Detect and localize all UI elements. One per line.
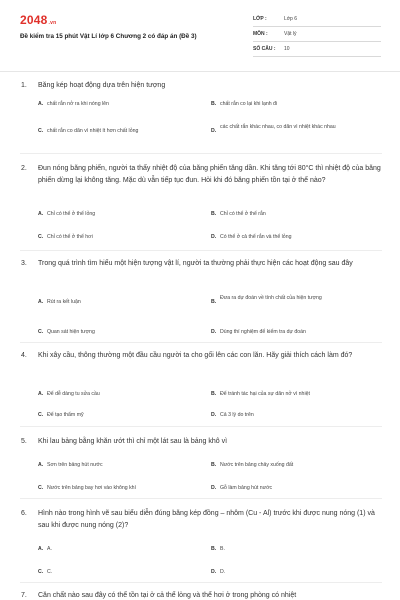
logo-text: 2048: [20, 13, 48, 27]
question-number: 5.: [21, 438, 27, 445]
option-letter: D.: [211, 569, 217, 575]
meta-label: SỐ CÂU :: [253, 46, 276, 52]
option-text: Rút ra kết luận: [47, 299, 81, 305]
question-text: Băng kép hoạt động dựa trên hiện tượng: [38, 82, 166, 89]
option-letter: D.: [211, 485, 217, 491]
option-letter: A.: [38, 546, 44, 552]
option-text: B.: [220, 546, 225, 552]
option-letter: C.: [38, 329, 44, 335]
option-text: Nước trên bảng bay hơi vào không khí: [47, 485, 137, 491]
option-letter: D.: [211, 234, 217, 240]
question-separator: [20, 582, 382, 583]
logo-suffix: .vn: [48, 20, 57, 26]
meta-value: 10: [284, 46, 290, 52]
question-number: 6.: [21, 510, 27, 517]
question-separator: [20, 426, 382, 427]
document-meta: [253, 12, 381, 57]
option-text: chất rắn co lại khi lạnh đi: [220, 101, 278, 107]
option-text: Gỗ làm bảng hút nước: [220, 485, 273, 491]
option-letter: D.: [211, 412, 217, 418]
meta-value: Lớp 6: [284, 16, 298, 22]
question-number: 1.: [21, 82, 27, 89]
option-text: chất rắn co dãn vì nhiệt ít hơn chất lỏng: [47, 128, 139, 134]
option-letter: C.: [38, 485, 44, 491]
option-letter: D.: [211, 329, 217, 335]
site-logo[interactable]: [20, 13, 56, 27]
question-text: Khi lau bảng bằng khăn ướt thì chỉ một lát sau là bảng khô vì: [38, 438, 228, 445]
question-number: 4.: [21, 352, 27, 359]
option-text: Đưa ra dự đoán về tính chất của hiện tượng: [220, 295, 322, 301]
option-letter: C.: [38, 412, 44, 418]
option-letter: A.: [38, 211, 44, 217]
option-letter: A.: [38, 299, 44, 305]
option-text: Chỉ có thể ở thể lỏng: [47, 211, 96, 217]
question-number: 2.: [21, 165, 27, 172]
option-text: Dùng thí nghiệm để kiểm tra dự đoán: [220, 329, 306, 335]
option-text: Để tạo thẩm mỹ: [47, 412, 84, 418]
meta-value: Vật lý: [284, 31, 297, 37]
option-text: Sơn trên bảng hút nước: [47, 462, 103, 468]
option-letter: A.: [38, 462, 44, 468]
meta-row-count: [253, 42, 381, 57]
question-separator: [20, 250, 382, 251]
question-text: Đun nóng băng phiến, người ta thấy nhiệt độ của băng phiến tăng dần. Khi tăng tới 80°C thì nhiệt độ của băng phiến dừng lại không tăng. Mặc dù vẫn tiếp tục đun. Hỏi khi đó băng phiến tồn tại ở thể nào?: [38, 165, 381, 184]
document-header: [0, 0, 400, 70]
question-text: Trong quá trình tìm hiểu một hiện tượng vật lí, người ta thường phải thực hiện các hoạt động sau đây: [38, 260, 353, 267]
meta-row-grade: [253, 12, 381, 27]
meta-label: MÔN :: [253, 31, 268, 37]
option-letter: C.: [38, 234, 44, 240]
question-text: Hình nào trong hình vẽ sau biểu diễn đúng băng kép đồng – nhôm (Cu - Al) trước khi được nung nóng (1) và sau khi được nung nóng (2)?: [38, 510, 375, 529]
option-letter: A.: [38, 101, 44, 107]
option-letter: B.: [211, 101, 217, 107]
option-text: A.: [47, 546, 52, 552]
option-letter: B.: [211, 546, 217, 552]
option-text: C.: [47, 569, 53, 575]
option-text: các chất rắn khác nhau, co dãn vì nhiệt khác nhau: [220, 124, 336, 130]
option-letter: D.: [211, 128, 217, 134]
option-text: Chỉ có thể ở thể rắn: [220, 211, 266, 217]
question-text: Căn chất nào sau đây có thể tồn tại ở cả thể lỏng và thể hơi ở trong phòng có nhiệt: [38, 592, 297, 599]
option-text: Để dễ dàng tu sửa cầu: [47, 391, 100, 397]
option-text: Có thể ở cả thể rắn và thể lỏng: [220, 234, 292, 240]
option-text: D.: [220, 569, 226, 575]
meta-row-subject: [253, 27, 381, 42]
option-text: Quan sát hiện tượng: [47, 329, 95, 335]
option-letter: B.: [211, 462, 217, 468]
question-separator: [20, 153, 382, 154]
option-letter: B.: [211, 391, 217, 397]
option-text: Chỉ có thể ở thể hơi: [47, 234, 93, 240]
question-separator: [20, 498, 382, 499]
question-separator: [20, 342, 382, 343]
question-text: Khi xây cầu, thông thường một đầu cầu người ta cho gối lên các con lăn. Hãy giải thích cách làm đó?: [38, 352, 353, 359]
option-text: chất rắn nở ra khi nóng lên: [47, 101, 109, 107]
option-letter: C.: [38, 569, 44, 575]
option-letter: B.: [211, 211, 217, 217]
option-letter: C.: [38, 128, 44, 134]
question-number: 7.: [21, 592, 27, 599]
header-divider: [0, 71, 400, 72]
option-letter: A.: [38, 391, 44, 397]
option-text: Cả 3 lý do trên: [220, 412, 254, 418]
question-number: 3.: [21, 260, 27, 267]
option-text: Nước trên bảng chảy xuống đất: [220, 462, 294, 468]
option-letter: B.: [211, 299, 217, 305]
document-title: Đề kiểm tra 15 phút Vật Lí lớp 6 Chương 2 có đáp án (Đề 3): [20, 33, 197, 40]
option-text: Để tránh tác hại của sự dãn nở vì nhiệt: [220, 391, 310, 397]
meta-label: LỚP :: [253, 16, 267, 22]
